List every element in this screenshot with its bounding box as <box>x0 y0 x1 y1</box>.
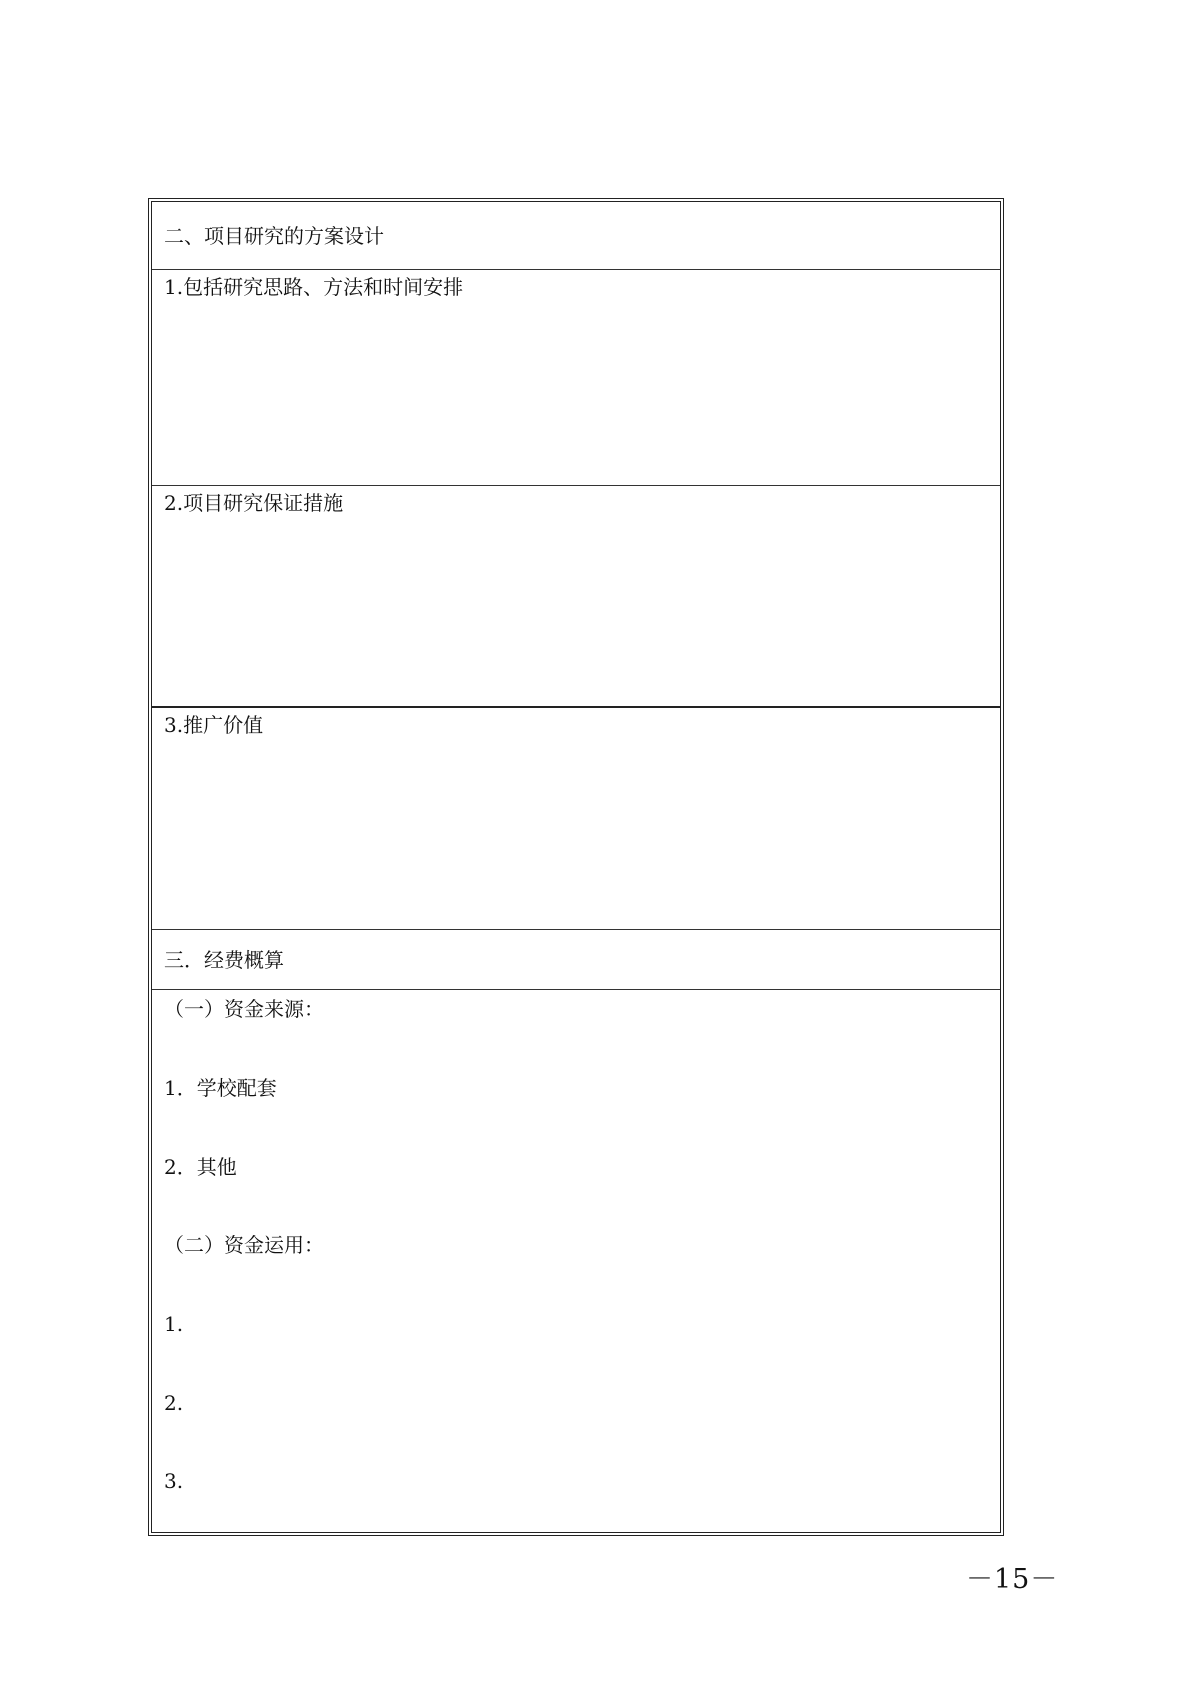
section3-title-row <box>152 930 1000 990</box>
funding-source-school: 1．学校配套 <box>164 1076 277 1100</box>
guarantee-measures-row <box>152 486 1000 708</box>
funding-usage-item-3: 3. <box>164 1469 184 1493</box>
funding-sources-heading: （一）资金来源： <box>164 997 324 1021</box>
promotion-value-label: 3.推广价值 <box>164 713 264 737</box>
section3-title: 三．经费概算 <box>164 948 284 972</box>
funding-usage-item-1: 1. <box>164 1312 184 1336</box>
section2-title-row <box>152 202 1000 270</box>
research-plan-label: 1.包括研究思路、方法和时间安排 <box>164 275 464 299</box>
funding-source-other: 2．其他 <box>164 1155 237 1179</box>
budget-details-row <box>152 990 1000 1532</box>
research-plan-row <box>152 270 1000 486</box>
section2-title: 二、项目研究的方案设计 <box>164 224 384 248</box>
page-number: －15－ <box>966 1564 1059 1595</box>
funding-usage-item-2: 2. <box>164 1391 184 1415</box>
promotion-value-row <box>152 708 1000 930</box>
guarantee-measures-label: 2.项目研究保证措施 <box>164 491 344 515</box>
funding-usage-heading: （二）资金运用： <box>164 1233 324 1257</box>
application-form-table <box>148 198 1004 1536</box>
